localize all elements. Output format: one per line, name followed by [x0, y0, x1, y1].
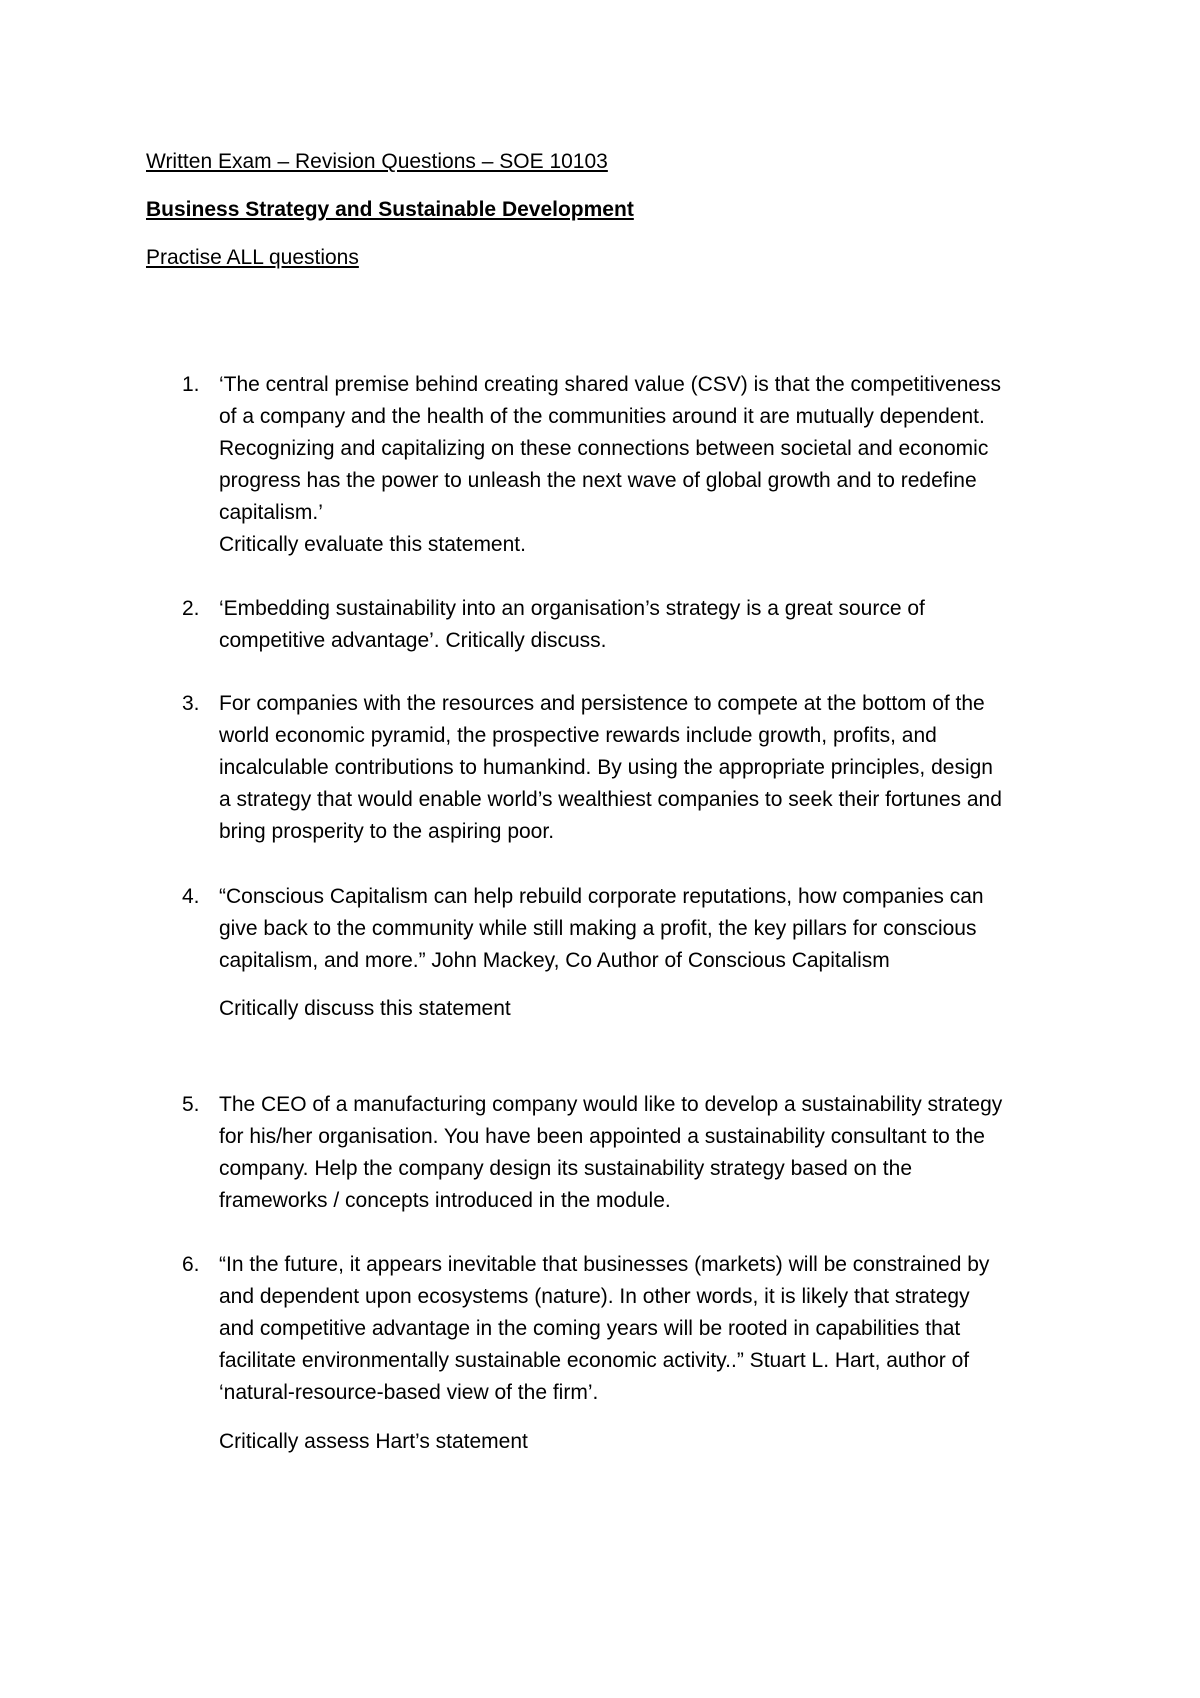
- question-line: facilitate environmentally sustainable economic activity..” Stuart L. Hart, author of: [219, 1349, 970, 1372]
- question-line: Recognizing and capitalizing on these connections between societal and economic: [219, 437, 989, 460]
- question-line: ‘natural-resource-based view of the firm’.: [219, 1381, 599, 1404]
- question-number: 1.: [182, 373, 200, 396]
- document-subtitle: Business Strategy and Sustainable Development: [146, 198, 634, 221]
- question-line: for his/her organisation. You have been appointed a sustainability consultant to the: [219, 1125, 985, 1148]
- question-line: The CEO of a manufacturing company would like to develop a sustainability strategy: [219, 1093, 1003, 1116]
- question-line: give back to the community while still making a profit, the key pillars for conscious: [219, 917, 977, 940]
- question-number: 4.: [182, 885, 200, 908]
- question-line: “In the future, it appears inevitable that businesses (markets) will be constrained by: [219, 1253, 990, 1276]
- question-line: Critically evaluate this statement.: [219, 533, 526, 556]
- question-number: 5.: [182, 1093, 200, 1116]
- question-line: and competitive advantage in the coming years will be rooted in capabilities that: [219, 1317, 961, 1340]
- question-line: competitive advantage’. Critically discuss.: [219, 629, 607, 652]
- question-number: 2.: [182, 597, 200, 620]
- question-line: company. Help the company design its sustainability strategy based on the: [219, 1157, 912, 1180]
- question-line: capitalism.’: [219, 501, 323, 524]
- question-line: of a company and the health of the communities around it are mutually dependent.: [219, 405, 985, 428]
- question-followup: Critically discuss this statement: [219, 997, 511, 1020]
- question-line: frameworks / concepts introduced in the module.: [219, 1189, 671, 1212]
- question-line: For companies with the resources and persistence to compete at the bottom of the: [219, 692, 985, 715]
- question-line: world economic pyramid, the prospective rewards include growth, profits, and: [219, 724, 937, 747]
- question-line: capitalism, and more.” John Mackey, Co Author of Conscious Capitalism: [219, 949, 890, 972]
- question-line: ‘The central premise behind creating shared value (CSV) is that the competitiveness: [219, 373, 1002, 396]
- question-line: progress has the power to unleash the next wave of global growth and to redefine: [219, 469, 977, 492]
- question-followup: Critically assess Hart’s statement: [219, 1430, 528, 1453]
- question-line: a strategy that would enable world’s wealthiest companies to seek their fortunes and: [219, 788, 1002, 811]
- document-title: Written Exam – Revision Questions – SOE 10103: [146, 150, 608, 173]
- question-number: 3.: [182, 692, 200, 715]
- question-line: incalculable contributions to humankind. By using the appropriate principles, design: [219, 756, 993, 779]
- question-line: and dependent upon ecosystems (nature). In other words, it is likely that strategy: [219, 1285, 970, 1308]
- question-line: ‘Embedding sustainability into an organisation’s strategy is a great source of: [219, 597, 925, 620]
- document-instruction: Practise ALL questions: [146, 246, 359, 269]
- question-line: “Conscious Capitalism can help rebuild corporate reputations, how companies can: [219, 885, 984, 908]
- question-number: 6.: [182, 1253, 200, 1276]
- question-line: bring prosperity to the aspiring poor.: [219, 820, 555, 843]
